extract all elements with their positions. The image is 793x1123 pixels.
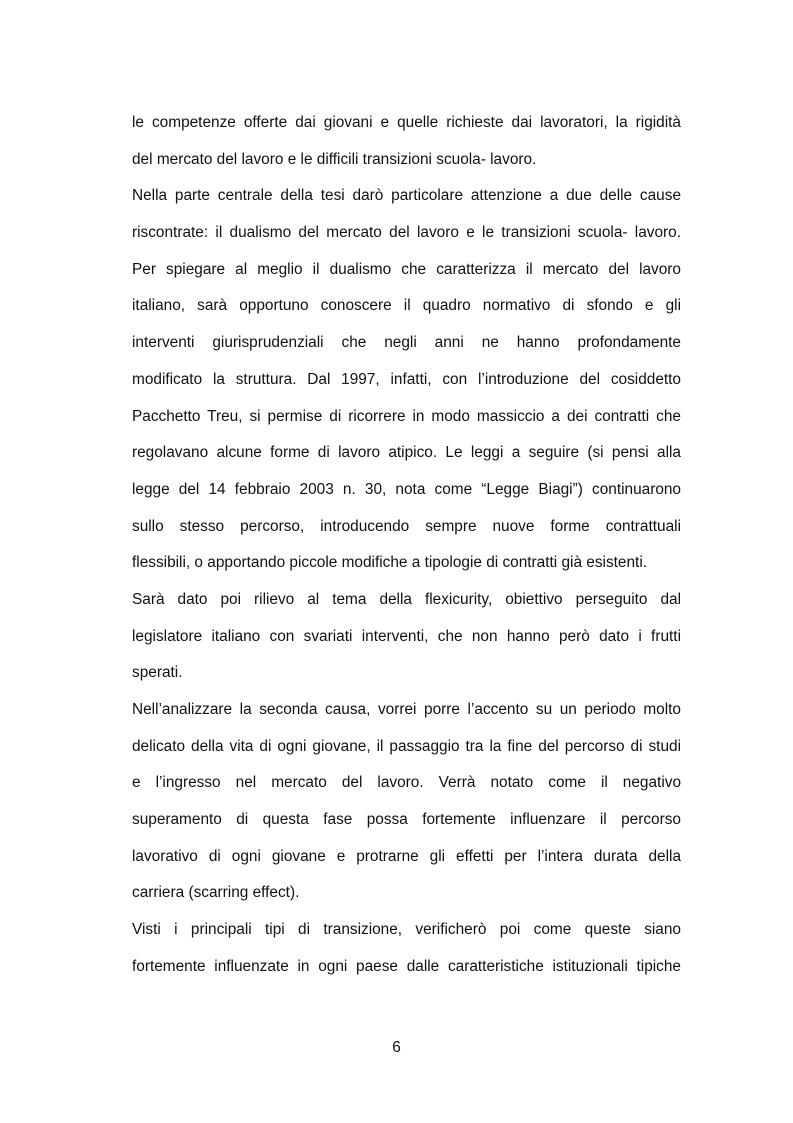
text-line: fortemente influenzate in ogni paese dalle caratteristiche istituzionali tipiche: [132, 957, 681, 975]
text-line: lavorativo di ogni giovane e protrarne gli effetti per l’intera durata della: [132, 847, 681, 865]
text-line: del mercato del lavoro e le difficili transizioni scuola- lavoro.: [132, 150, 537, 168]
text-line: legislatore italiano con svariati interventi, che non hanno però dato i frutti: [132, 627, 681, 645]
body-text: [132, 105, 681, 986]
page-number: 6: [392, 1039, 401, 1056]
text-line: sperati.: [132, 664, 183, 682]
text-line: legge del 14 febbraio 2003 n. 30, nota come “Legge Biagi”) continuarono: [132, 480, 681, 498]
text-line: le competenze offerte dai giovani e quelle richieste dai lavoratori, la rigidità: [132, 114, 681, 131]
text-line: Nella parte centrale della tesi darò particolare attenzione a due delle cause: [132, 187, 681, 205]
text-line: Nell’analizzare la seconda causa, vorrei porre l’accento su un periodo molto: [132, 701, 681, 718]
text-line: Sarà dato poi rilievo al tema della flexicurity, obiettivo perseguito dal: [132, 590, 681, 608]
text-line: regolavano alcune forme di lavoro atipico. Le leggi a seguire (si pensi alla: [132, 444, 681, 462]
text-line: interventi giurisprudenziali che negli anni ne hanno profondamente: [132, 334, 681, 352]
text-line: Visti i principali tipi di transizione, verificherò poi come queste siano: [132, 921, 681, 939]
text-line: flessibili, o apportando piccole modifiche a tipologie di contratti già esistenti.: [132, 554, 648, 572]
text-line: superamento di questa fase possa fortemente influenzare il percorso: [132, 811, 681, 829]
text-line: italiano, sarà opportuno conoscere il quadro normativo di sfondo e gli: [132, 297, 681, 315]
text-line: Pacchetto Treu, si permise di ricorrere in modo massiccio a dei contratti che: [132, 407, 681, 425]
text-line: modificato la struttura. Dal 1997, infatti, con l’introduzione del cosiddetto: [132, 370, 681, 388]
text-line: e l’ingresso nel mercato del lavoro. Verrà notato come il negativo: [132, 774, 681, 792]
text-line: Per spiegare al meglio il dualismo che caratterizza il mercato del lavoro: [132, 260, 681, 278]
text-line: sullo stesso percorso, introducendo sempre nuove forme contrattuali: [132, 517, 681, 535]
text-line: riscontrate: il dualismo del mercato del lavoro e le transizioni scuola- lavoro.: [132, 224, 681, 242]
text-line: carriera (scarring effect).: [132, 884, 300, 902]
text-line: delicato della vita di ogni giovane, il passaggio tra la fine del percorso di studi: [132, 737, 681, 755]
